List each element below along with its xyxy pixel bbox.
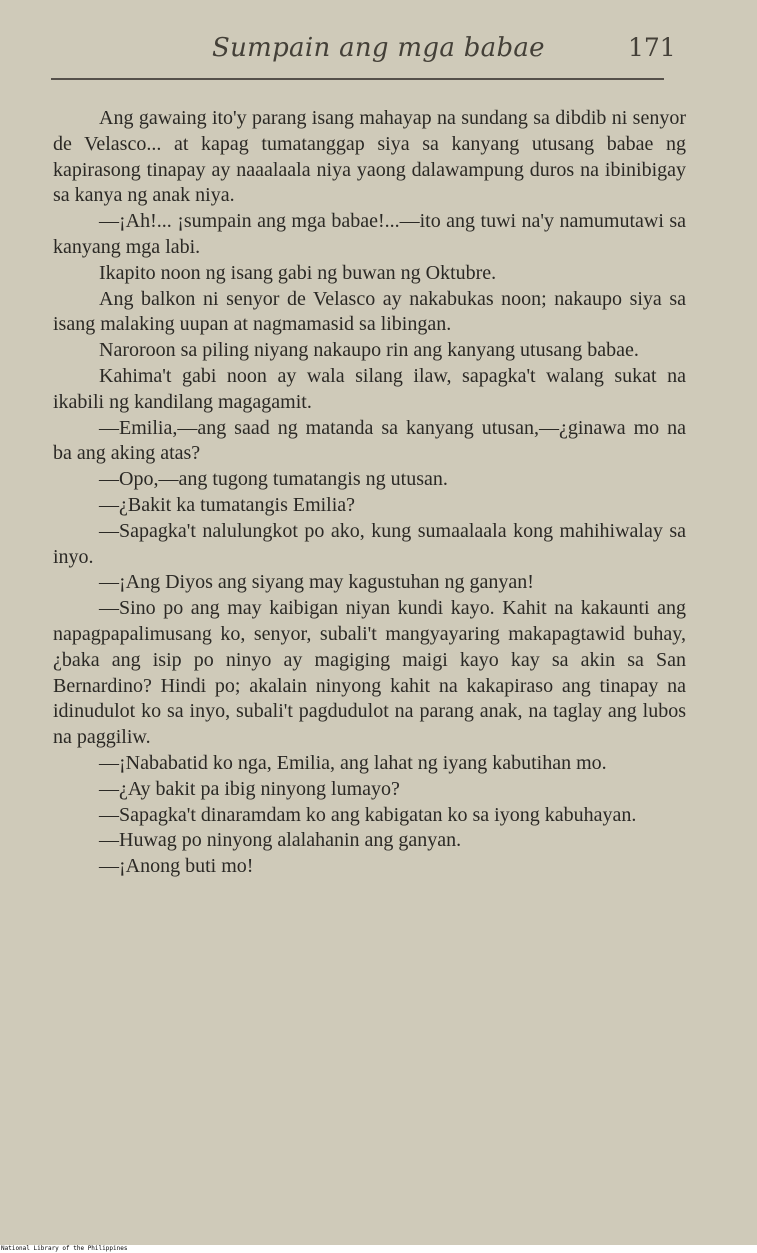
paragraph: —Opo,—ang tugong tumatangis ng utusan. <box>99 468 448 491</box>
header-rule <box>51 78 664 80</box>
paragraph: —Emilia,—ang saad ng matanda sa kanyang utusan,—¿ginawa mo na ba ang aking atas? <box>53 416 686 465</box>
page-number: 171 <box>628 33 676 62</box>
paragraph: Kahima't gabi noon ay wala silang ilaw, sapagka't walang sukat na ikabili ng kandilang magagamit. <box>53 364 686 413</box>
paragraph: —¿Ay bakit pa ibig ninyong lumayo? <box>99 777 400 800</box>
paragraph: —¡Anong buti mo! <box>99 855 254 878</box>
paragraph: Naroroon sa piling niyang nakaupo rin ang kanyang utusang babae. <box>99 339 639 362</box>
paragraph: —Sapagka't nalulungkot po ako, kung sumaalaala kong mahihiwalay sa inyo. <box>53 519 686 568</box>
page-body <box>53 106 686 880</box>
paragraph: Ikapito noon ng isang gabi ng buwan ng Oktubre. <box>99 261 497 284</box>
running-title: Sumpain ang mga babae <box>212 33 545 63</box>
paragraph: —¡Ah!... ¡sumpain ang mga babae!...—ito ang tuwi na'y namumutawi sa kanyang mga labi. <box>53 210 686 258</box>
paragraph: —¿Bakit ka tumatangis Emilia? <box>99 493 356 516</box>
paragraph: Ang gawaing ito'y parang isang mahayap na sundang sa dibdib ni senyor de Velasco... at kapag tumatanggap siya sa kanyang utusang babae ng kapirasong tinapay ay naaalaala niya yaong dalawampung duros na ibinibigay sa kanya ng anak niya. <box>53 107 686 207</box>
paragraph: —Huwag po ninyong alalahanin ang ganyan. <box>99 829 462 852</box>
paragraph: —¡Nababatid ko nga, Emilia, ang lahat ng iyang kabutihan mo. <box>99 751 607 774</box>
paragraph: —Sapagka't dinaramdam ko ang kabigatan ko sa iyong kabuhayan. <box>99 803 637 826</box>
running-header <box>0 33 757 73</box>
paragraph: —Sino po ang may kaibigan niyan kundi kayo. Kahit na kakaunti ang napagpapalimusang ko, senyor, subali't mangyayaring makapagtawid buhay, ¿baka ang isip po ninyo ay magiging maigi kayo kay sa akin sa San Bernardino? Hindi po; akalain ninyong kahit na kakapiraso ang tinapay na idinudulot ko sa inyo, subali't pagdudulot na parang anak, na taglay ang lubos na paggiliw. <box>53 597 686 749</box>
paragraph: Ang balkon ni senyor de Velasco ay nakabukas noon; nakaupo siya sa isang malaking uupan at nagmamasid sa libingan. <box>53 287 686 336</box>
paragraph: —¡Ang Diyos ang siyang may kagustuhan ng ganyan! <box>99 571 534 594</box>
library-credit: National Library of the Philippines <box>1 1245 128 1252</box>
